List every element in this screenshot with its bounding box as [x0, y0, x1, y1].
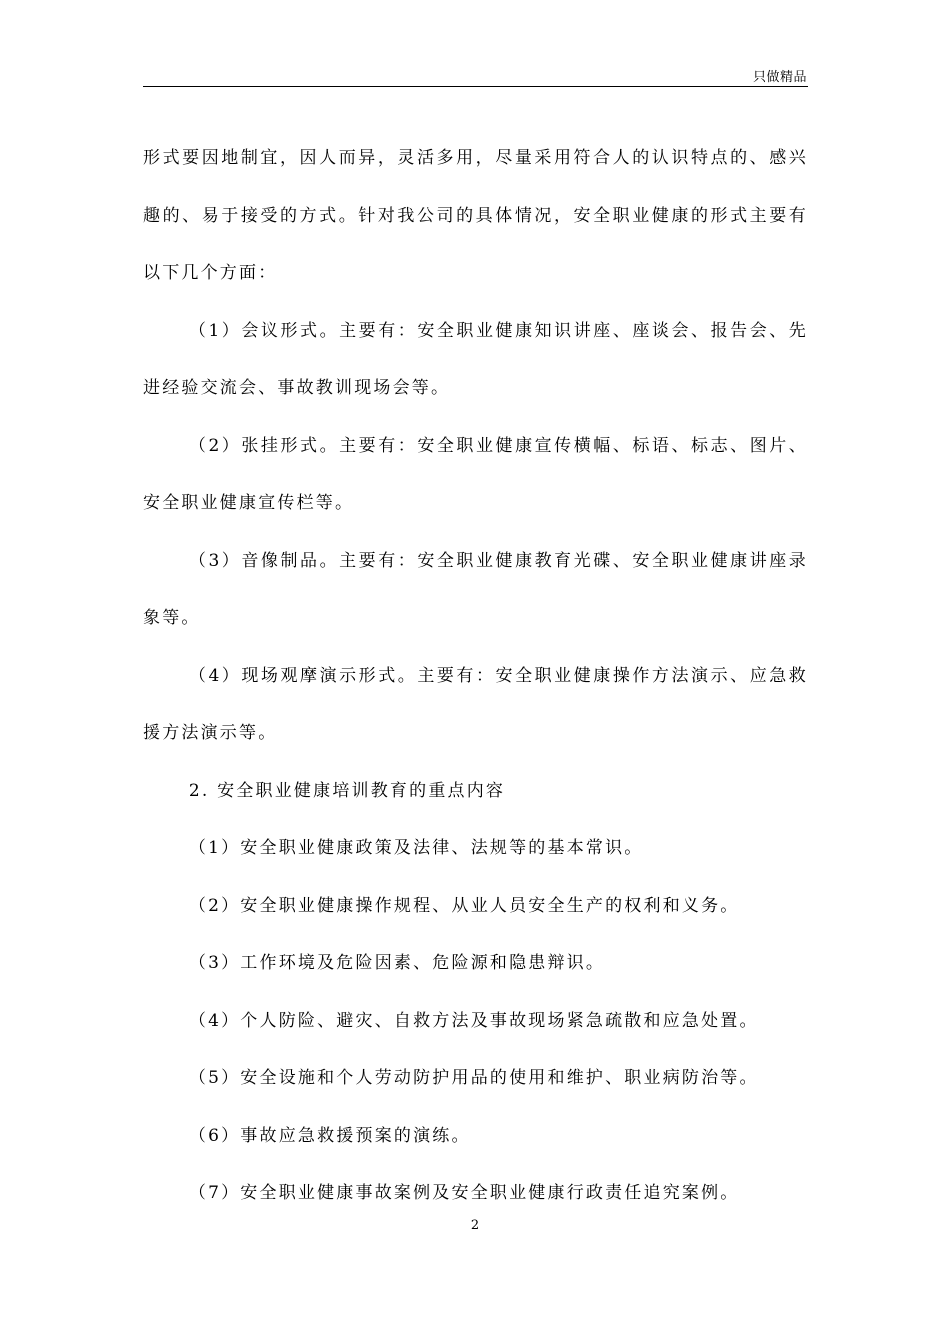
list-item-operating-rules: （2）安全职业健康操作规程、从业人员安全生产的权利和义务。 [188, 895, 740, 916]
page-header-text: 只做精品 [752, 70, 807, 85]
list-item-self-rescue: （4）个人防险、避灾、自救方法及事故现场紧急疏散和应急处置。 [188, 1010, 759, 1031]
paragraph-posting-form: （2）张挂形式。主要有：安全职业健康宣传横幅、标语、标志、图片、安全职业健康宣传栏等。 [143, 435, 808, 513]
paragraph-meeting-form: （1）会议形式。主要有：安全职业健康知识讲座、座谈会、报告会、先进经验交流会、事故教训现场会等。 [143, 320, 808, 398]
list-item-emergency-drill: （6）事故应急救援预案的演练。 [188, 1125, 471, 1146]
section-heading-training-content: 2. 安全职业健康培训教育的重点内容 [188, 780, 506, 801]
list-item-protective-equipment: （5）安全设施和个人劳动防护用品的使用和维护、职业病防治等。 [188, 1068, 759, 1088]
paragraph-audio-video: （3）音像制品。主要有：安全职业健康教育光碟、安全职业健康讲座录象等。 [143, 550, 808, 628]
list-item-policy-law: （1）安全职业健康政策及法律、法规等的基本常识。 [188, 838, 644, 858]
page-number: 2 [470, 1218, 480, 1233]
document-body [143, 130, 808, 1223]
list-item-hazard-identification: （3）工作环境及危险因素、危险源和隐患辩识。 [188, 953, 606, 973]
paragraph-intro: 形式要因地制宜，因人而异，灵活多用，尽量采用符合人的认识特点的、感兴趣的、易于接受的方式。针对我公司的具体情况，安全职业健康的形式主要有以下几个方面： [143, 148, 808, 283]
paragraph-onsite-demo: （4）现场观摩演示形式。主要有：安全职业健康操作方法演示、应急救援方法演示等。 [143, 665, 808, 743]
list-item-case-studies: （7）安全职业健康事故案例及安全职业健康行政责任追究案例。 [188, 1183, 740, 1203]
header-divider [143, 86, 808, 87]
